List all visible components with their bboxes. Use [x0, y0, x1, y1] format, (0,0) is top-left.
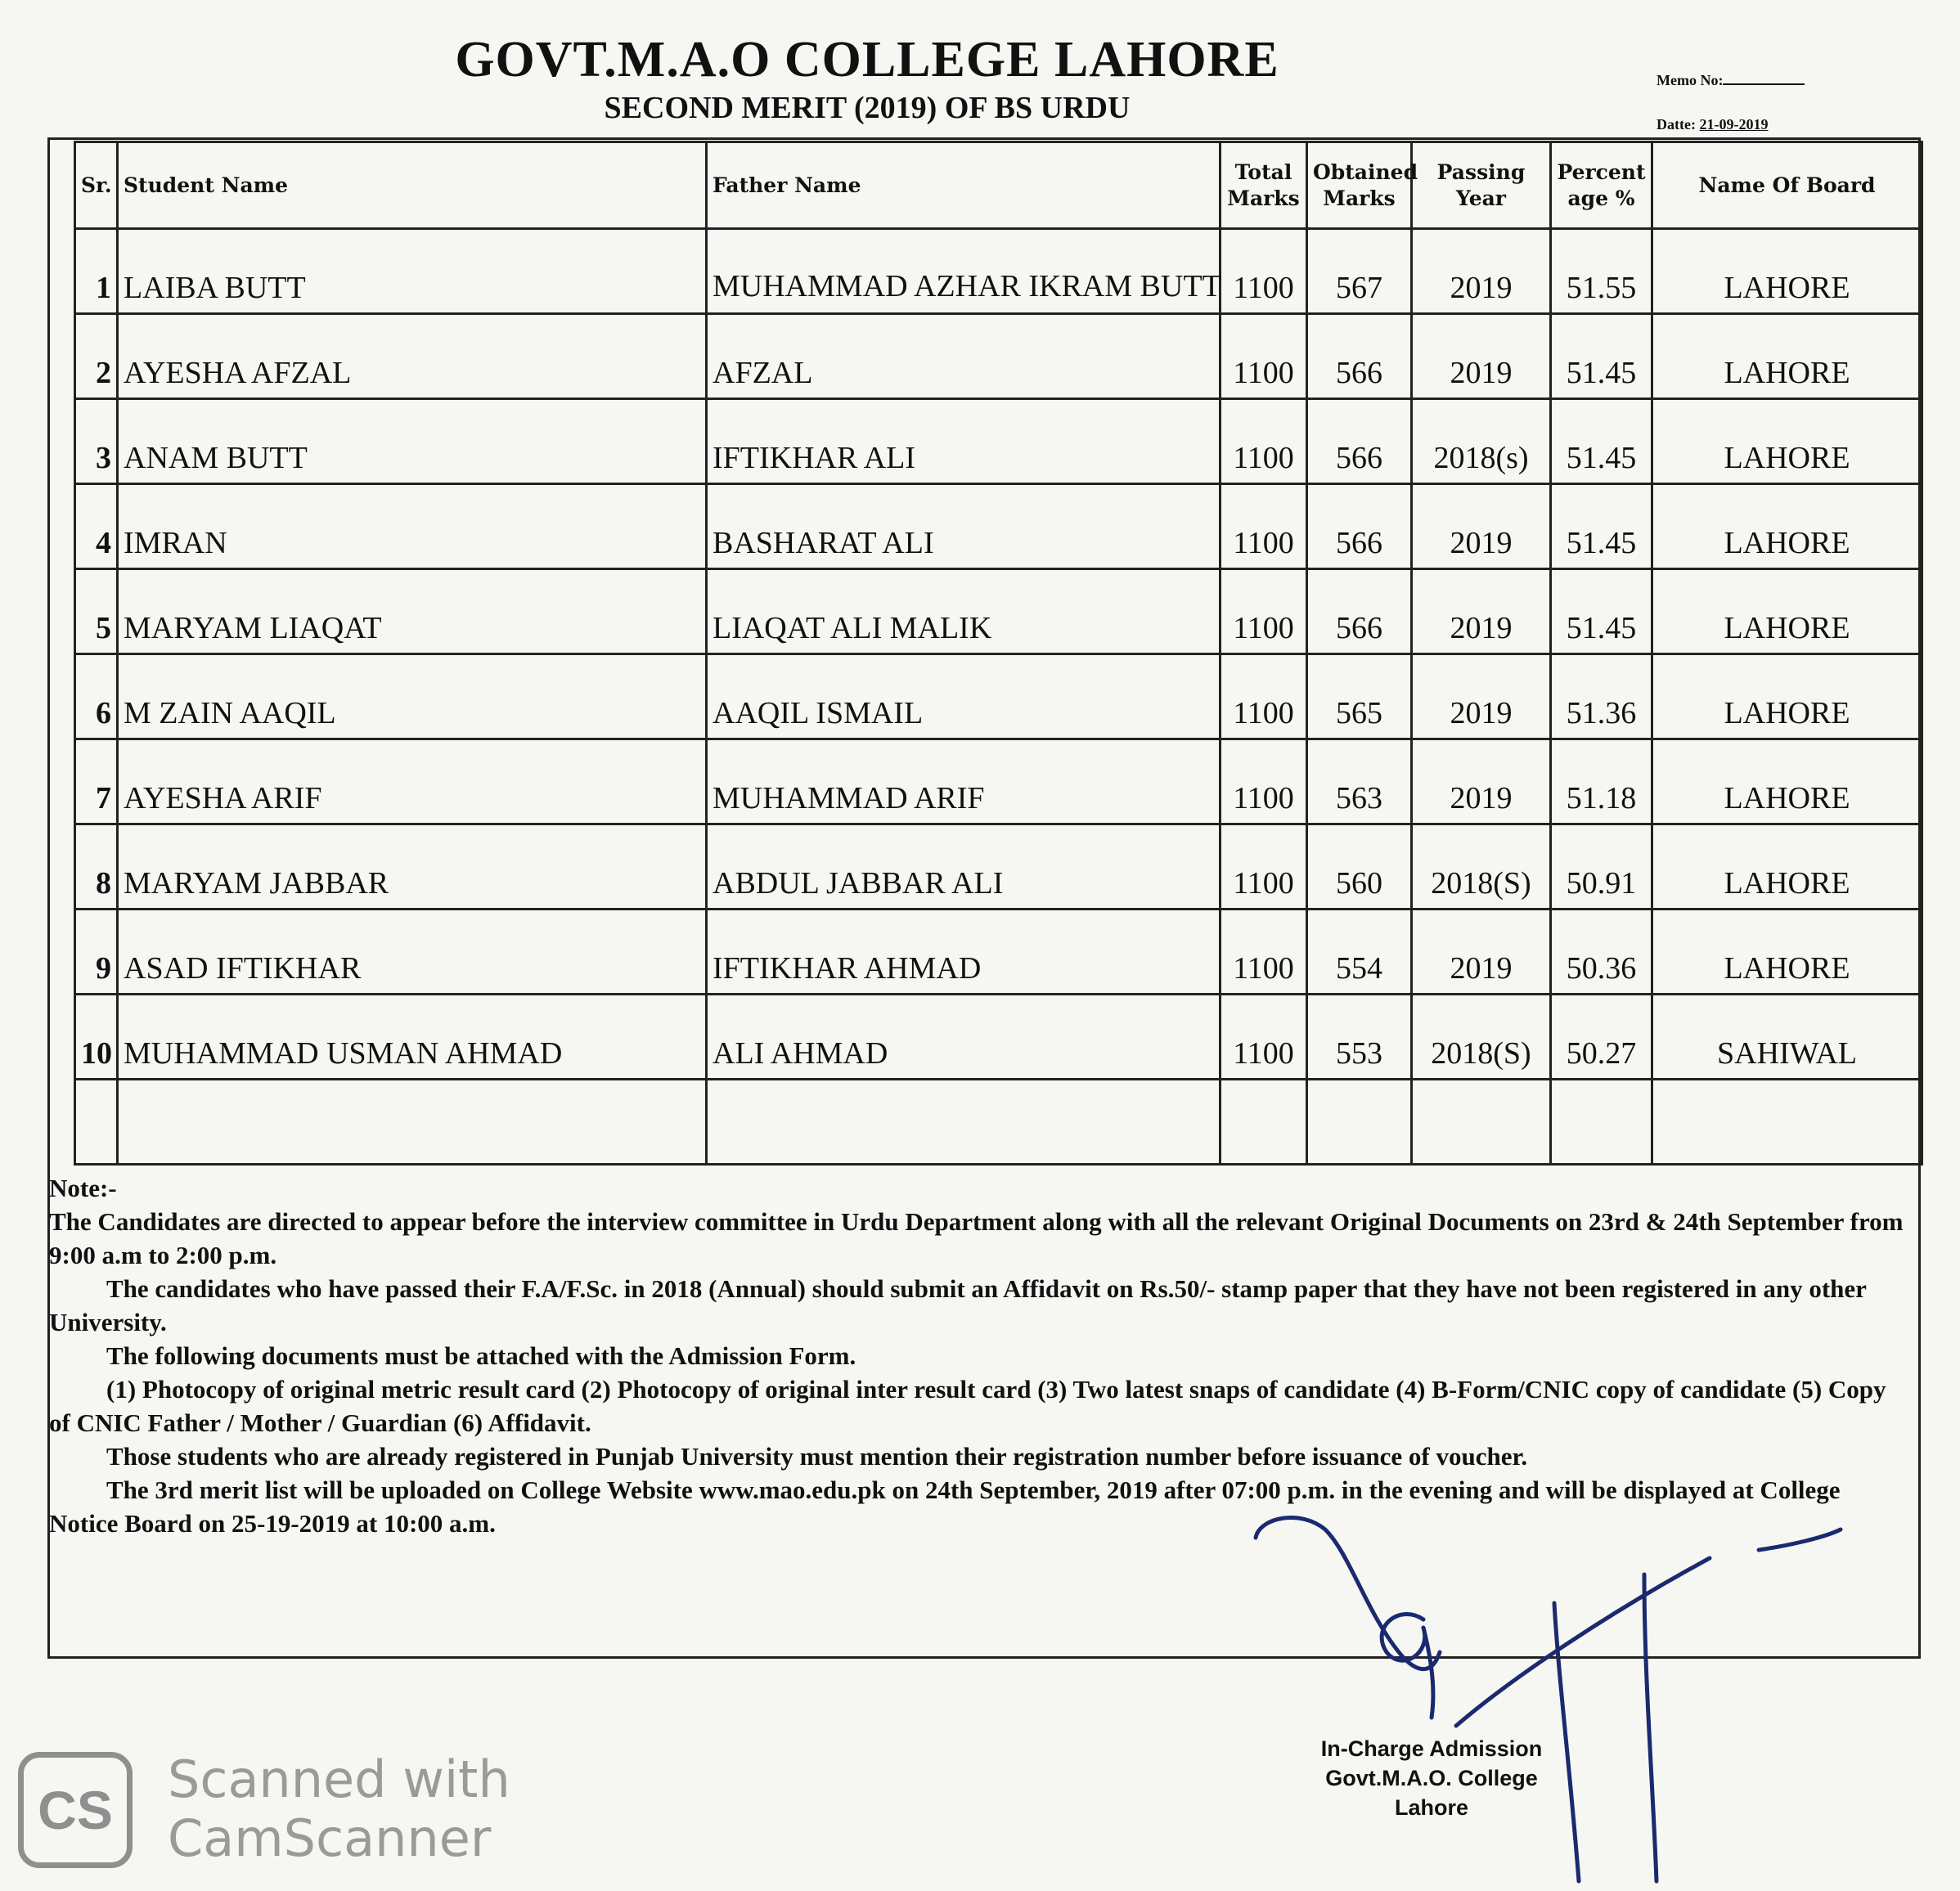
- note-paragraph: The 3rd merit list will be uploaded on College Website www.mao.edu.pk on 24th September, 2019 after 07:00 p.m. in the evening and will be displayed at College Notice Board on 25-19-2019 at 10:00 a.m.: [49, 1476, 1841, 1538]
- empty-cell: [1652, 1080, 1922, 1165]
- handwritten-signature: [1186, 1513, 1881, 1889]
- cell-passing-year: 2019: [1412, 484, 1551, 569]
- memo-number: [1657, 72, 1805, 89]
- cell-student-name: MARYAM JABBAR: [118, 824, 707, 910]
- table-row: [75, 484, 1922, 569]
- cell-sr: 7: [75, 739, 118, 824]
- table-row-empty: [75, 1080, 1922, 1165]
- cell-father-name: AFZAL: [707, 314, 1221, 399]
- cell-total-marks: 1100: [1221, 654, 1307, 739]
- cell-student-name: ANAM BUTT: [118, 399, 707, 484]
- cell-board: SAHIWAL: [1652, 995, 1922, 1080]
- cell-passing-year: 2019: [1412, 569, 1551, 654]
- cell-percentage: 51.45: [1551, 399, 1652, 484]
- cell-sr: 1: [75, 229, 118, 314]
- cell-board: LAHORE: [1652, 569, 1922, 654]
- cell-obtained-marks: 566: [1307, 314, 1412, 399]
- cell-father-name: IFTIKHAR AHMAD: [707, 910, 1221, 995]
- empty-cell: [118, 1080, 707, 1165]
- empty-cell: [1412, 1080, 1551, 1165]
- cell-total-marks: 1100: [1221, 569, 1307, 654]
- cell-percentage: 51.55: [1551, 229, 1652, 314]
- cell-total-marks: 1100: [1221, 399, 1307, 484]
- cell-percentage: 51.45: [1551, 484, 1652, 569]
- notes-heading: Note:-: [49, 1174, 117, 1202]
- cell-percentage: 51.45: [1551, 314, 1652, 399]
- cell-student-name: IMRAN: [118, 484, 707, 569]
- cell-student-name: AYESHA AFZAL: [118, 314, 707, 399]
- cell-passing-year: 2019: [1412, 314, 1551, 399]
- cell-passing-year: 2019: [1412, 654, 1551, 739]
- cell-total-marks: 1100: [1221, 314, 1307, 399]
- signature-city: Lahore: [1394, 1795, 1469, 1820]
- col-header-total-marks: Total Marks: [1221, 142, 1307, 229]
- cell-obtained-marks: 567: [1307, 229, 1412, 314]
- cell-total-marks: 1100: [1221, 229, 1307, 314]
- col-header-passing-year: Passing Year: [1412, 142, 1551, 229]
- cell-board: LAHORE: [1652, 314, 1922, 399]
- table-header-row: [75, 142, 1922, 229]
- table-row: [75, 314, 1922, 399]
- table-row: [75, 824, 1922, 910]
- cell-student-name: ASAD IFTIKHAR: [118, 910, 707, 995]
- table-row: [75, 229, 1922, 314]
- empty-cell: [1551, 1080, 1652, 1165]
- merit-table: [74, 141, 1923, 1166]
- cell-obtained-marks: 566: [1307, 399, 1412, 484]
- table-row: [75, 910, 1922, 995]
- cell-father-name: ALI AHMAD: [707, 995, 1221, 1080]
- table-row: [75, 569, 1922, 654]
- signature-title: In-Charge Admission: [1320, 1736, 1543, 1761]
- cell-student-name: LAIBA BUTT: [118, 229, 707, 314]
- cell-total-marks: 1100: [1221, 910, 1307, 995]
- cell-total-marks: 1100: [1221, 824, 1307, 910]
- cell-total-marks: 1100: [1221, 484, 1307, 569]
- cell-obtained-marks: 566: [1307, 569, 1412, 654]
- cell-total-marks: 1100: [1221, 739, 1307, 824]
- cell-sr: 2: [75, 314, 118, 399]
- cell-student-name: MUHAMMAD USMAN AHMAD: [118, 995, 707, 1080]
- cell-board: LAHORE: [1652, 229, 1922, 314]
- watermark-line1: Scanned with: [168, 1750, 510, 1809]
- empty-cell: [75, 1080, 118, 1165]
- table-row: [75, 399, 1922, 484]
- cell-percentage: 51.18: [1551, 739, 1652, 824]
- memo-label: Memo No:: [1657, 72, 1724, 88]
- memo-blank-line: [1723, 72, 1805, 85]
- cell-obtained-marks: 554: [1307, 910, 1412, 995]
- cell-percentage: 50.91: [1551, 824, 1652, 910]
- date-value: 21-09-2019: [1699, 116, 1769, 133]
- cell-sr: 8: [75, 824, 118, 910]
- watermark-line2: CamScanner: [168, 1808, 492, 1868]
- col-header-obtained-marks: Obtained Marks: [1307, 142, 1412, 229]
- col-header-board: Name Of Board: [1652, 142, 1922, 229]
- note-paragraph: The following documents must be attached with the Admission Form.: [106, 1341, 856, 1370]
- camscanner-logo-icon: CS: [18, 1752, 133, 1868]
- col-header-percentage: Percent age %: [1551, 142, 1652, 229]
- cell-student-name: MARYAM LIAQAT: [118, 569, 707, 654]
- empty-cell: [1307, 1080, 1412, 1165]
- document-title: GOVT.M.A.O COLLEGE LAHORE: [455, 32, 1279, 88]
- col-header-student-name: Student Name: [118, 142, 707, 229]
- cell-percentage: 51.36: [1551, 654, 1652, 739]
- cell-father-name: AAQIL ISMAIL: [707, 654, 1221, 739]
- cell-passing-year: 2019: [1412, 739, 1551, 824]
- cell-father-name: BASHARAT ALI: [707, 484, 1221, 569]
- note-paragraph: Those students who are already registered in Punjab University must mention their registration number before issuance of voucher.: [106, 1442, 1528, 1471]
- cell-student-name: M ZAIN AAQIL: [118, 654, 707, 739]
- cell-father-name: ABDUL JABBAR ALI: [707, 824, 1221, 910]
- col-header-sr: Sr.: [75, 142, 118, 229]
- memo-date: [1657, 116, 1768, 133]
- cell-total-marks: 1100: [1221, 995, 1307, 1080]
- cell-board: LAHORE: [1652, 824, 1922, 910]
- note-paragraph: (1) Photocopy of original metric result card (2) Photocopy of original inter result card (3) Two latest snaps of candidate (4) B-Form/CNIC copy of candidate (5) Copy of CNIC Father / Mother / Guardian (6) Affidavit.: [49, 1375, 1886, 1437]
- cell-obtained-marks: 566: [1307, 484, 1412, 569]
- cell-passing-year: 2018(s): [1412, 399, 1551, 484]
- cell-sr: 9: [75, 910, 118, 995]
- cell-passing-year: 2019: [1412, 229, 1551, 314]
- signature-college: Govt.M.A.O. College: [1325, 1766, 1538, 1790]
- cell-passing-year: 2018(S): [1412, 995, 1551, 1080]
- cell-sr: 10: [75, 995, 118, 1080]
- cell-obtained-marks: 565: [1307, 654, 1412, 739]
- cell-sr: 3: [75, 399, 118, 484]
- table-row: [75, 654, 1922, 739]
- date-label: Datte:: [1657, 116, 1696, 133]
- cell-board: LAHORE: [1652, 399, 1922, 484]
- empty-cell: [1221, 1080, 1307, 1165]
- cell-father-name: LIAQAT ALI MALIK: [707, 569, 1221, 654]
- cell-obtained-marks: 560: [1307, 824, 1412, 910]
- cell-percentage: 51.45: [1551, 569, 1652, 654]
- cell-board: LAHORE: [1652, 739, 1922, 824]
- cell-sr: 6: [75, 654, 118, 739]
- cell-father-name: IFTIKHAR ALI: [707, 399, 1221, 484]
- notes-section: [49, 1171, 1906, 1540]
- signature-block: [1260, 1734, 1603, 1822]
- empty-cell: [707, 1080, 1221, 1165]
- cell-percentage: 50.36: [1551, 910, 1652, 995]
- col-header-father-name: Father Name: [707, 142, 1221, 229]
- cell-board: LAHORE: [1652, 910, 1922, 995]
- cell-obtained-marks: 563: [1307, 739, 1412, 824]
- camscanner-watermark: [168, 1750, 510, 1868]
- cell-passing-year: 2019: [1412, 910, 1551, 995]
- cell-board: LAHORE: [1652, 484, 1922, 569]
- cell-sr: 4: [75, 484, 118, 569]
- cell-father-name: MUHAMMAD AZHAR IKRAM BUTT: [707, 229, 1221, 314]
- cell-passing-year: 2018(S): [1412, 824, 1551, 910]
- cell-sr: 5: [75, 569, 118, 654]
- table-row: [75, 739, 1922, 824]
- table-row: [75, 995, 1922, 1080]
- cell-father-name: MUHAMMAD ARIF: [707, 739, 1221, 824]
- document-subtitle: SECOND MERIT (2019) OF BS URDU: [604, 91, 1131, 125]
- cell-percentage: 50.27: [1551, 995, 1652, 1080]
- note-paragraph: The Candidates are directed to appear before the interview committee in Urdu Department along with all the relevant Original Documents on 23rd & 24th September from 9:00 a.m to 2:00 p.m.: [49, 1207, 1904, 1269]
- note-paragraph: The candidates who have passed their F.A/F.Sc. in 2018 (Annual) should submit an Affidavit on Rs.50/- stamp paper that they have not been registered in any other University.: [49, 1274, 1867, 1336]
- cell-obtained-marks: 553: [1307, 995, 1412, 1080]
- cell-student-name: AYESHA ARIF: [118, 739, 707, 824]
- cell-board: LAHORE: [1652, 654, 1922, 739]
